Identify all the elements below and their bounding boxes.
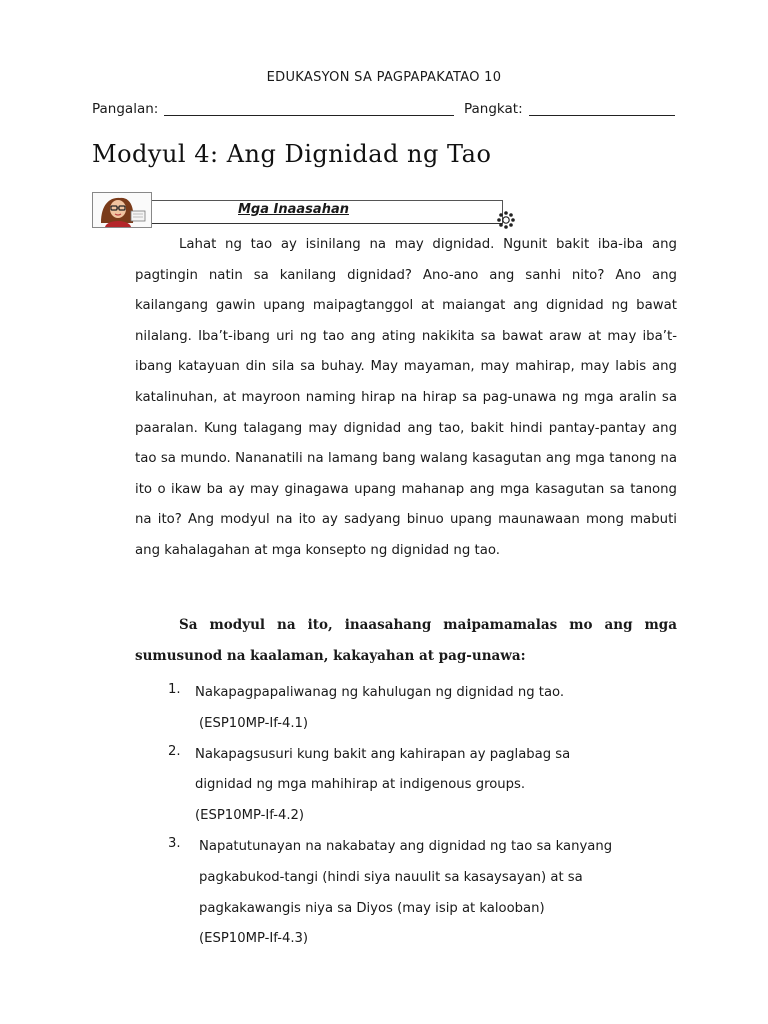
gear-icon (496, 210, 516, 230)
paragraph-line: Lahat ng tao ay isinilang na may dignidad. Ngunit bakit iba-iba (179, 237, 644, 252)
paragraph-line: ginagawa upang mahanap ang mga kasagutan sa tanong na ito? Ang (135, 481, 678, 528)
name-row (92, 98, 682, 120)
section-banner (92, 192, 524, 232)
banner-label: Mga Inaasahan (238, 202, 349, 217)
paragraph-line: ang kailangang gawin upang maipagtanggol at maiangat ang dignidad ng (135, 267, 677, 314)
section-blank-line[interactable] (529, 115, 675, 116)
list-item-code: (ESP10MP-If-4.2) (195, 808, 305, 824)
intro-line-2: sumusunod na kaalaman, kakayahan at pag-unawa: (135, 648, 526, 664)
list-item-text: Nakapagpapaliwanag ng kahulugan ng dignidad ng tao. (195, 685, 565, 700)
list-item-code: (ESP10MP-If-4.1) (199, 715, 309, 731)
expectations-paragraph (135, 230, 677, 567)
paragraph-line: at may iba’t-ibang katayuan din sila sa buhay. May mayaman, may (135, 328, 677, 375)
list-item-text: dignidad ng mga mahihirap at indigenous groups. (195, 777, 526, 793)
paragraph-line: bawat nilalang. Iba’t-ibang uri ng tao ang ating nakikita sa bawat araw (135, 298, 677, 344)
paragraph-line: sa pag-unawa ng mga aralin sa paaralan. Kung talagang may dignidad (135, 389, 677, 436)
teacher-avatar-icon (92, 192, 152, 228)
list-item-text: Napatutunayan na nakabatay ang dignidad ng tao sa kanyang (199, 838, 613, 854)
list-item-text: Nakapagsusuri kung bakit ang kahirapan ay paglabag sa (195, 746, 571, 762)
document-header: EDUKASYON SA PAGPAPAKATAO 10 (266, 70, 502, 85)
list-item-text: pagkabukod-tangi (hindi siya nauulit sa kasaysayan) at sa (199, 869, 583, 885)
paragraph-line: kahalagahan at mga konsepto ng dignidad ng tao. (164, 542, 501, 558)
objectives-list (168, 682, 688, 959)
list-item-code: (ESP10MP-If-4.3) (199, 931, 309, 947)
list-item (168, 836, 688, 959)
list-item-number: 2. (168, 743, 181, 759)
paragraph-line: ang pagtingin natin sa kanilang dignidad? Ano-ano ang sanhi nito? Ano (135, 237, 677, 283)
paragraph-line: lamang bang walang kasagutan ang mga tanong na ito o ikaw ba ay may (135, 451, 677, 497)
name-blank-line[interactable] (164, 115, 454, 116)
paragraph-line: ang tao, bakit hindi pantay-pantay ang tao sa mundo. Nananatili na (135, 420, 678, 467)
name-label: Pangalan: (92, 101, 159, 117)
list-item-text: pagkakawangis niya sa Diyos (may isip at kalooban) (199, 900, 545, 916)
list-item (168, 682, 688, 744)
section-label: Pangkat: (464, 101, 523, 117)
list-item-number: 3. (168, 835, 181, 851)
objectives-intro (135, 610, 677, 672)
paragraph-line: mahirap, may labis ang katalinuhan, at mayroon naming hirap na hirap (135, 359, 677, 405)
list-item (168, 744, 688, 836)
paragraph-line: modyul na ito ay sadyang binuo upang maunawaan mong mabuti ang (135, 512, 677, 558)
intro-line-1: Sa modyul na ito, inaasahang maipamamalas mo ang mga (179, 617, 677, 633)
list-item-number: 1. (168, 682, 181, 697)
module-title: Modyul 4: Ang Dignidad ng Tao (92, 140, 492, 168)
